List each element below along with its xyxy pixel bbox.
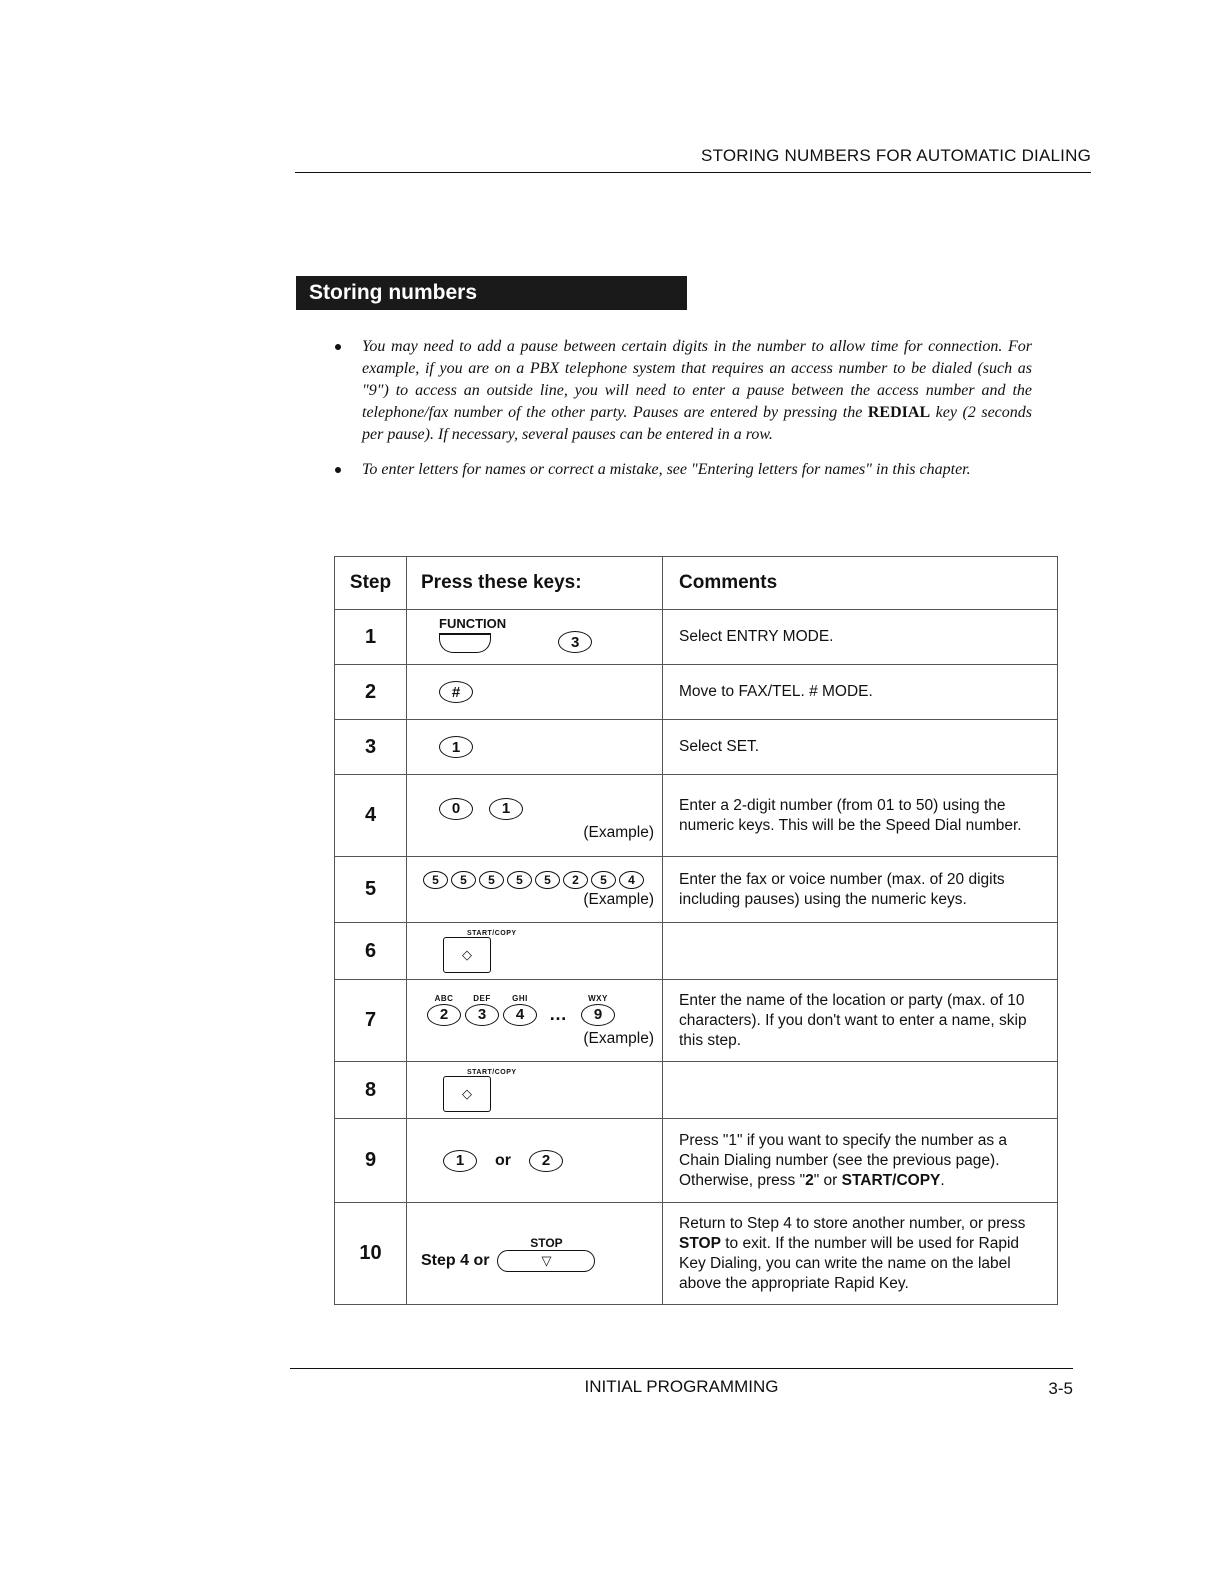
step-keys — [407, 610, 663, 665]
step-comment: Enter the name of the location or party (max. of 10 characters). If you don't want to enter a name, skip this step. — [663, 980, 1058, 1062]
ellipsis-icon: … — [549, 1004, 569, 1024]
function-key-label: FUNCTION — [439, 616, 507, 631]
step-comment: Enter a 2-digit number (from 01 to 50) using the numeric keys. This will be the Speed Dial number. — [663, 775, 1058, 857]
page-footer — [290, 1368, 1073, 1399]
comment-text: " or — [813, 1171, 842, 1189]
table-header-row — [335, 557, 1058, 610]
note-letters: To enter letters for names or correct a mistake, see "Entering letters for names" in this chapter. — [332, 459, 1032, 481]
header-comments: Comments — [663, 557, 1058, 610]
step-keys — [407, 1203, 663, 1305]
digit-key-icon: 3 — [465, 1004, 499, 1026]
page-number: 3-5 — [1048, 1379, 1073, 1398]
note-pause-text-2: key (2 seconds per pause). If necessary, several pauses can be entered in a row. — [362, 404, 1033, 443]
comment-bold: START/COPY — [841, 1171, 941, 1189]
comment-text: Return to Step 4 to store another number, or press — [679, 1214, 1026, 1232]
comment-bold: 2 — [805, 1171, 814, 1189]
step-keys — [407, 980, 663, 1062]
step-comment — [663, 1062, 1058, 1119]
function-key-icon — [439, 633, 491, 653]
stop-key-icon: ▽ — [497, 1250, 595, 1272]
digit-key-icon: 2 — [563, 871, 588, 889]
comment-text: Press "1" if you want to specify the number as a Chain Dialing number (see the previous page). Otherwise, press " — [679, 1131, 1008, 1189]
step-keys — [407, 1062, 663, 1119]
digit-key-icon: 9 — [581, 1004, 615, 1026]
step-keys — [407, 1119, 663, 1203]
start-copy-key-icon: ◇ — [443, 1076, 491, 1112]
table-row — [335, 610, 1058, 665]
notes-list — [332, 336, 1032, 494]
step-keys — [407, 720, 663, 775]
note-pause — [332, 336, 1032, 446]
step-number: 3 — [335, 720, 407, 775]
table-row — [335, 1203, 1058, 1305]
header-step: Step — [335, 557, 407, 610]
stop-key-label: STOP — [530, 1235, 563, 1250]
step-number: 5 — [335, 857, 407, 923]
digit-key-icon: 4 — [619, 871, 644, 889]
step-number: 8 — [335, 1062, 407, 1119]
step-number: 4 — [335, 775, 407, 857]
step4-label: Step 4 or — [421, 1251, 490, 1269]
digit-key-icon: 5 — [479, 871, 504, 889]
or-label: or — [495, 1151, 511, 1169]
table-row — [335, 1119, 1058, 1203]
step-number: 7 — [335, 980, 407, 1062]
section-title: Storing numbers — [296, 276, 687, 310]
step-number: 10 — [335, 1203, 407, 1305]
hash-key-icon: # — [439, 681, 473, 703]
start-copy-key-label: START/COPY — [467, 929, 517, 937]
comment-text: . — [940, 1171, 945, 1189]
step-number: 6 — [335, 923, 407, 980]
digit-key-icon: 5 — [423, 871, 448, 889]
step-comment: Select SET. — [663, 720, 1058, 775]
step-number: 1 — [335, 610, 407, 665]
digit-key-icon: 1 — [443, 1150, 477, 1172]
step-comment — [663, 923, 1058, 980]
digit-key-icon: 0 — [439, 798, 473, 820]
step-comment: Move to FAX/TEL. # MODE. — [663, 665, 1058, 720]
step-keys — [407, 923, 663, 980]
key-letters: WXY — [588, 993, 608, 1003]
digit-key-icon: 1 — [439, 736, 473, 758]
table-row — [335, 1062, 1058, 1119]
note-pause-text-1: You may need to add a pause between certain digits in the number to allow time for connection. For example, if you are on a PBX telephone system that requires an access number to be dialed (such as "9") to access an outside line, you will need to enter a pause between the access number and the telephone/fax number of the other party. Pauses are entered by pressing the — [362, 338, 1032, 421]
key-letters: DEF — [473, 993, 491, 1003]
table-row — [335, 923, 1058, 980]
step-keys — [407, 857, 663, 923]
step-comment: Enter the fax or voice number (max. of 20 digits including pauses) using the numeric keys. — [663, 857, 1058, 923]
table-row — [335, 980, 1058, 1062]
digit-key-icon: 2 — [427, 1004, 461, 1026]
step-comment — [663, 1203, 1058, 1305]
example-label: (Example) — [583, 823, 654, 841]
key-letters: ABC — [434, 993, 454, 1003]
digit-key-icon: 5 — [451, 871, 476, 889]
digit-key-icon: 5 — [535, 871, 560, 889]
step-comment — [663, 1119, 1058, 1203]
digit-key-icon: 3 — [558, 631, 592, 653]
step-comment: Select ENTRY MODE. — [663, 610, 1058, 665]
example-label: (Example) — [583, 890, 654, 908]
table-row — [335, 720, 1058, 775]
table-row — [335, 775, 1058, 857]
comment-text: to exit. If the number will be used for Rapid Key Dialing, you can write the name on the label above the appropriate Rapid Key. — [679, 1234, 1020, 1292]
start-copy-key-icon: ◇ — [443, 937, 491, 973]
step-number: 9 — [335, 1119, 407, 1203]
header-keys: Press these keys: — [407, 557, 663, 610]
step-keys — [407, 665, 663, 720]
example-label: (Example) — [583, 1029, 654, 1047]
step-keys — [407, 775, 663, 857]
digit-key-icon: 5 — [507, 871, 532, 889]
digit-key-icon: 1 — [489, 798, 523, 820]
footer-chapter: INITIAL PROGRAMMING — [584, 1377, 779, 1396]
digit-key-icon: 2 — [529, 1150, 563, 1172]
comment-bold: STOP — [679, 1234, 721, 1252]
table-row — [335, 665, 1058, 720]
step-number: 2 — [335, 665, 407, 720]
running-header: STORING NUMBERS FOR AUTOMATIC DIALING — [295, 146, 1091, 173]
digit-key-icon: 5 — [591, 871, 616, 889]
start-copy-key-label: START/COPY — [467, 1068, 517, 1076]
steps-table — [334, 556, 1058, 1305]
digit-key-icon: 4 — [503, 1004, 537, 1026]
table-row — [335, 857, 1058, 923]
key-letters: GHI — [512, 993, 528, 1003]
redial-key-name: REDIAL — [867, 404, 931, 421]
